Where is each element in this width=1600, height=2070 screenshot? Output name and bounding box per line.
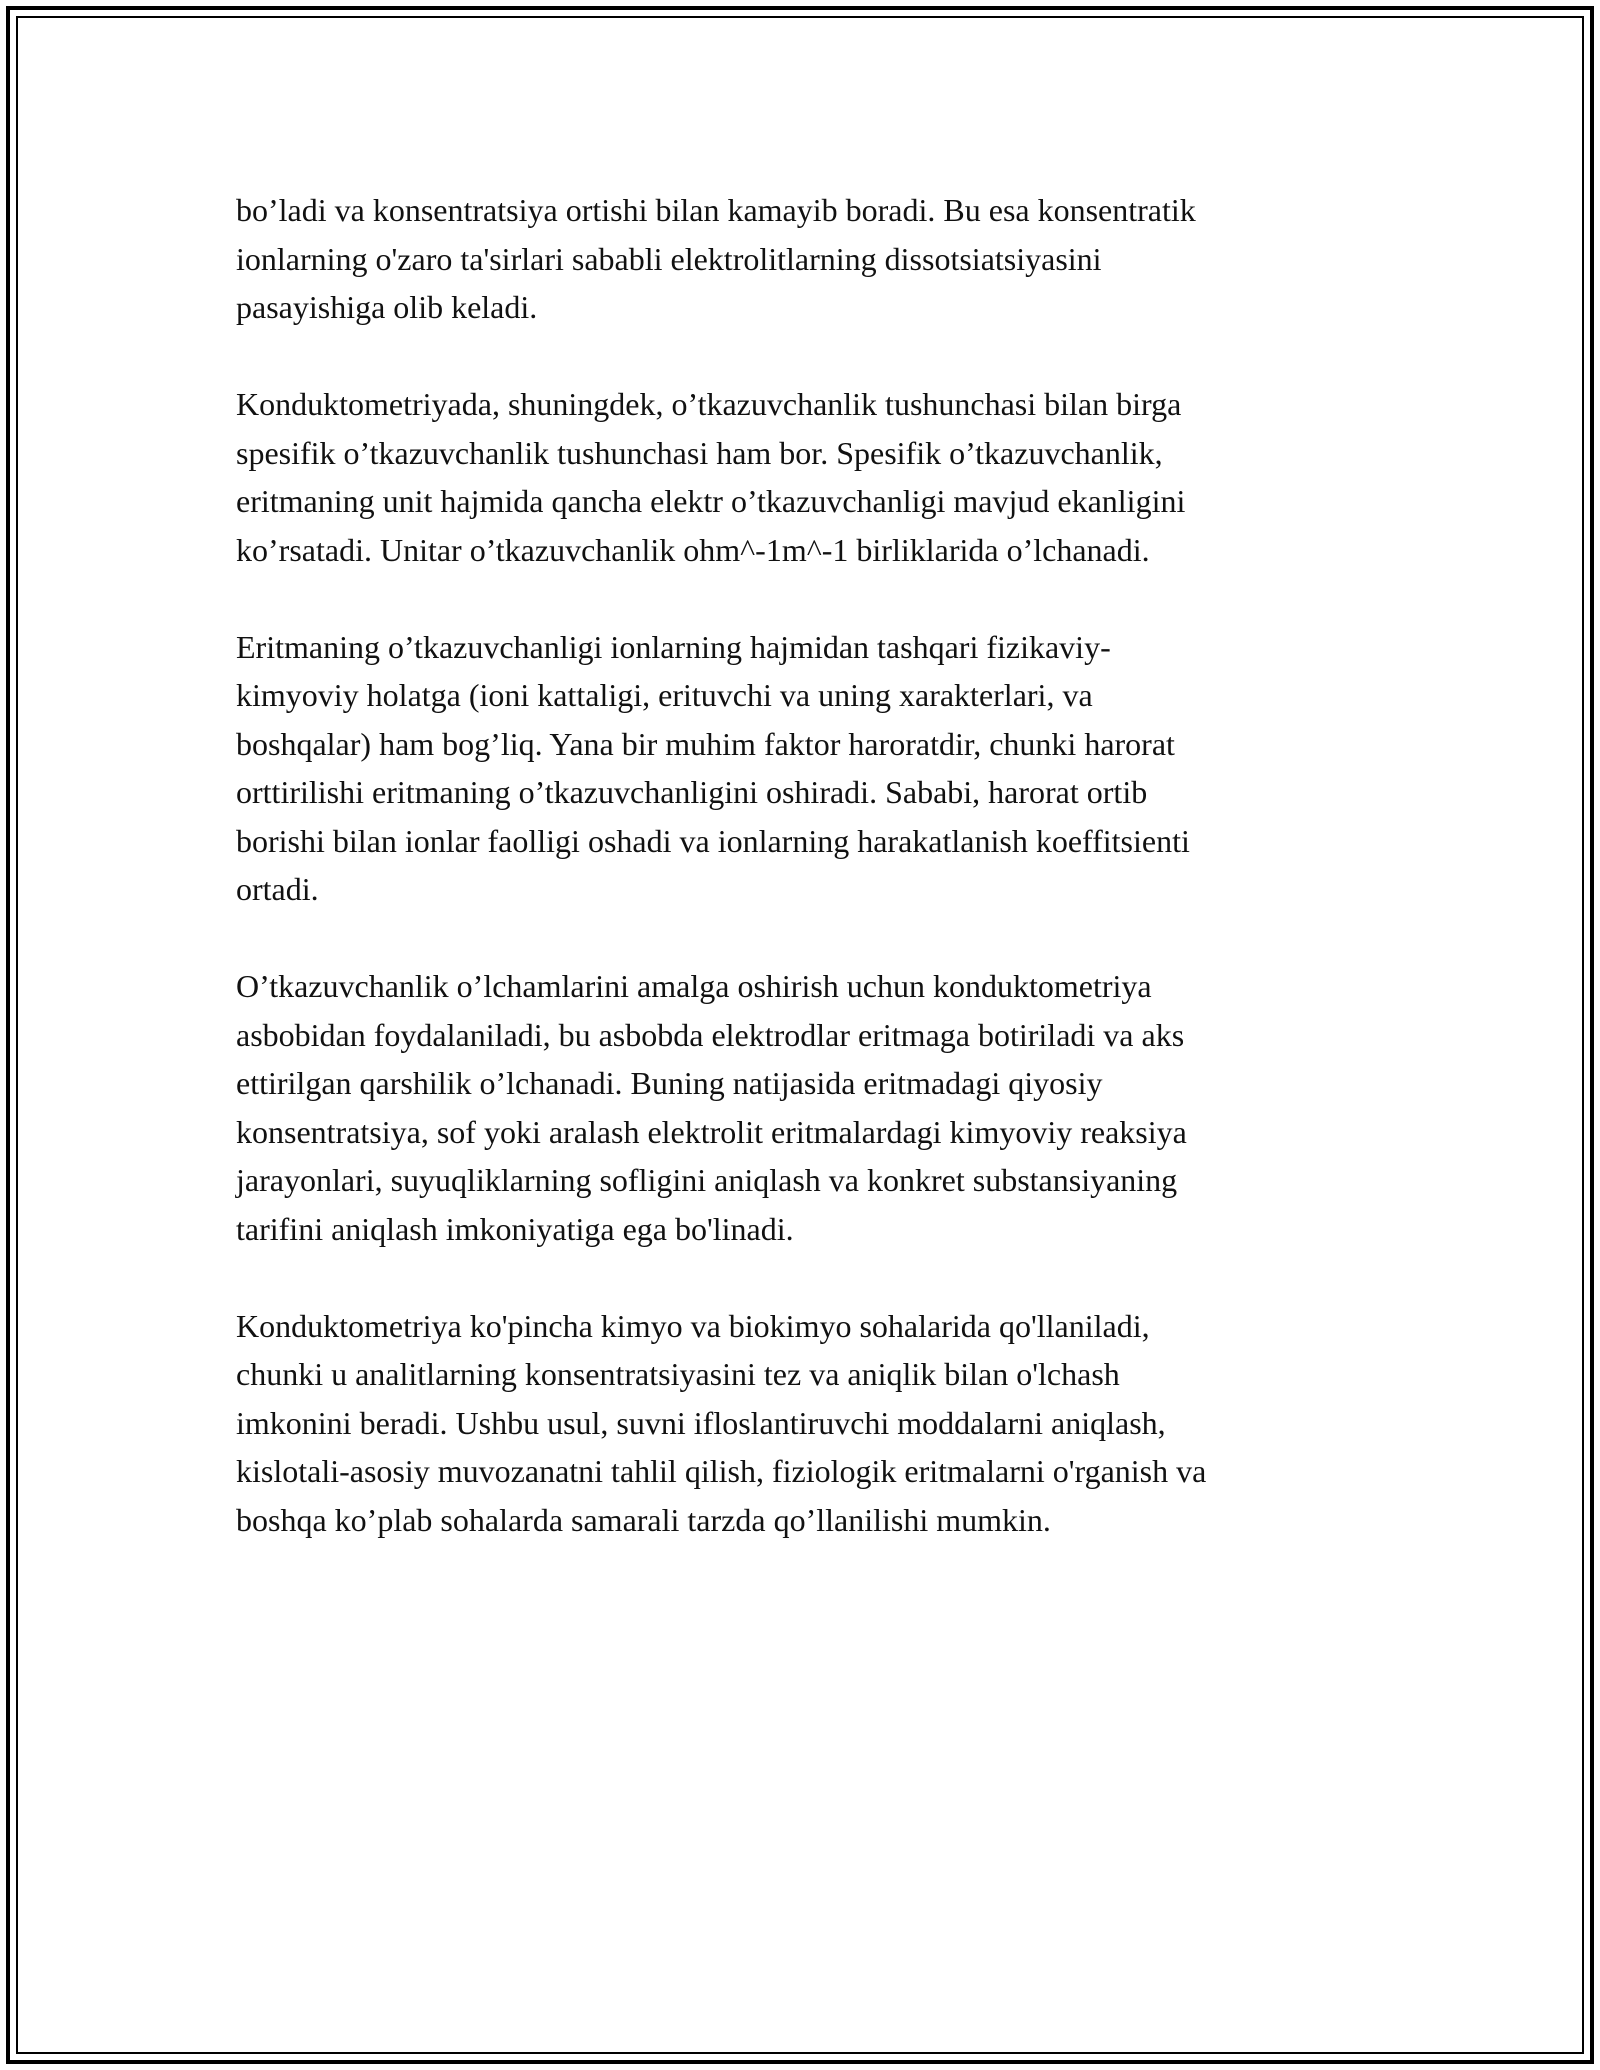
text-line: ko’rsatadi. Unitar o’tkazuvchanlik ohm^-1m^-1 birliklarida o’lchanadi.	[236, 531, 1150, 568]
text-line: kislotali-asosiy muvozanatni tahlil qilish, fiziologik eritmalarni o'rganish va	[236, 1453, 1207, 1489]
document-body	[236, 186, 1366, 1593]
text-line: Konduktometriyada, shuningdek, o’tkazuvchanlik tushunchasi bilan birga	[236, 386, 1182, 422]
paragraph-5	[236, 1302, 1366, 1545]
text-line: asbobidan foydalaniladi, bu asbobda elektrodlar eritmaga botiriladi va aks	[236, 1016, 1185, 1053]
text-line: Eritmaning o’tkazuvchanligi ionlarning hajmidan tashqari fizikaviy-	[236, 628, 1111, 665]
text-line: konsentratsiya, sof yoki aralash elektrolit eritmalardagi kimyoviy reaksiya	[236, 1113, 1187, 1150]
text-line: chunki u analitlarning konsentratsiyasini tez va aniqlik bilan o'lchash	[236, 1356, 1120, 1392]
text-line: pasayishiga olib keladi.	[236, 289, 538, 325]
text-line: jarayonlari, suyuqliklarning sofligini aniqlash va konkret substansiyaning	[236, 1162, 1178, 1198]
text-line: boshqalar) ham bog’liq. Yana bir muhim faktor haroratdir, chunki harorat	[236, 725, 1175, 762]
paragraph-1	[236, 186, 1366, 332]
text-line: ortadi.	[236, 871, 319, 907]
text-line: kimyoviy holatga (ioni kattaligi, erituvchi va uning xarakterlari, va	[236, 677, 1093, 713]
text-line: bo’ladi va konsentratsiya ortishi bilan kamayib boradi. Bu esa konsentratik	[236, 192, 1196, 228]
text-line: O’tkazuvchanlik o’lchamlarini amalga oshirish uchun konduktometriya	[236, 968, 1152, 1004]
text-line: imkonini beradi. Ushbu usul, suvni ifloslantiruvchi moddalarni aniqlash,	[236, 1404, 1166, 1441]
text-line: ionlarning o'zaro ta'sirlari sababli elektrolitlarning dissotsiatsiyasini	[236, 240, 1102, 277]
text-line: borishi bilan ionlar faolligi oshadi va ionlarning harakatlanish koeffitsienti	[236, 822, 1190, 859]
text-line: ettirilgan qarshilik o’lchanadi. Buning natijasida eritmadagi qiyosiy	[236, 1065, 1103, 1101]
text-line: orttirilishi eritmaning o’tkazuvchanligini oshiradi. Sababi, harorat ortib	[236, 774, 1148, 810]
text-line: boshqa ko’plab sohalarda samarali tarzda qo’llanilishi mumkin.	[236, 1501, 1051, 1538]
text-line: spesifik o’tkazuvchanlik tushunchasi ham bor. Spesifik o’tkazuvchanlik,	[236, 434, 1163, 471]
text-line: Konduktometriya ko'pincha kimyo va biokimyo sohalarida qo'llaniladi,	[236, 1307, 1150, 1344]
paragraph-3	[236, 623, 1366, 914]
paragraph-4	[236, 962, 1366, 1253]
paragraph-2	[236, 380, 1366, 574]
text-line: tarifini aniqlash imkoniyatiga ega bo'linadi.	[236, 1210, 794, 1247]
text-line: eritmaning unit hajmida qancha elektr o’tkazuvchanligi mavjud ekanligini	[236, 483, 1186, 519]
